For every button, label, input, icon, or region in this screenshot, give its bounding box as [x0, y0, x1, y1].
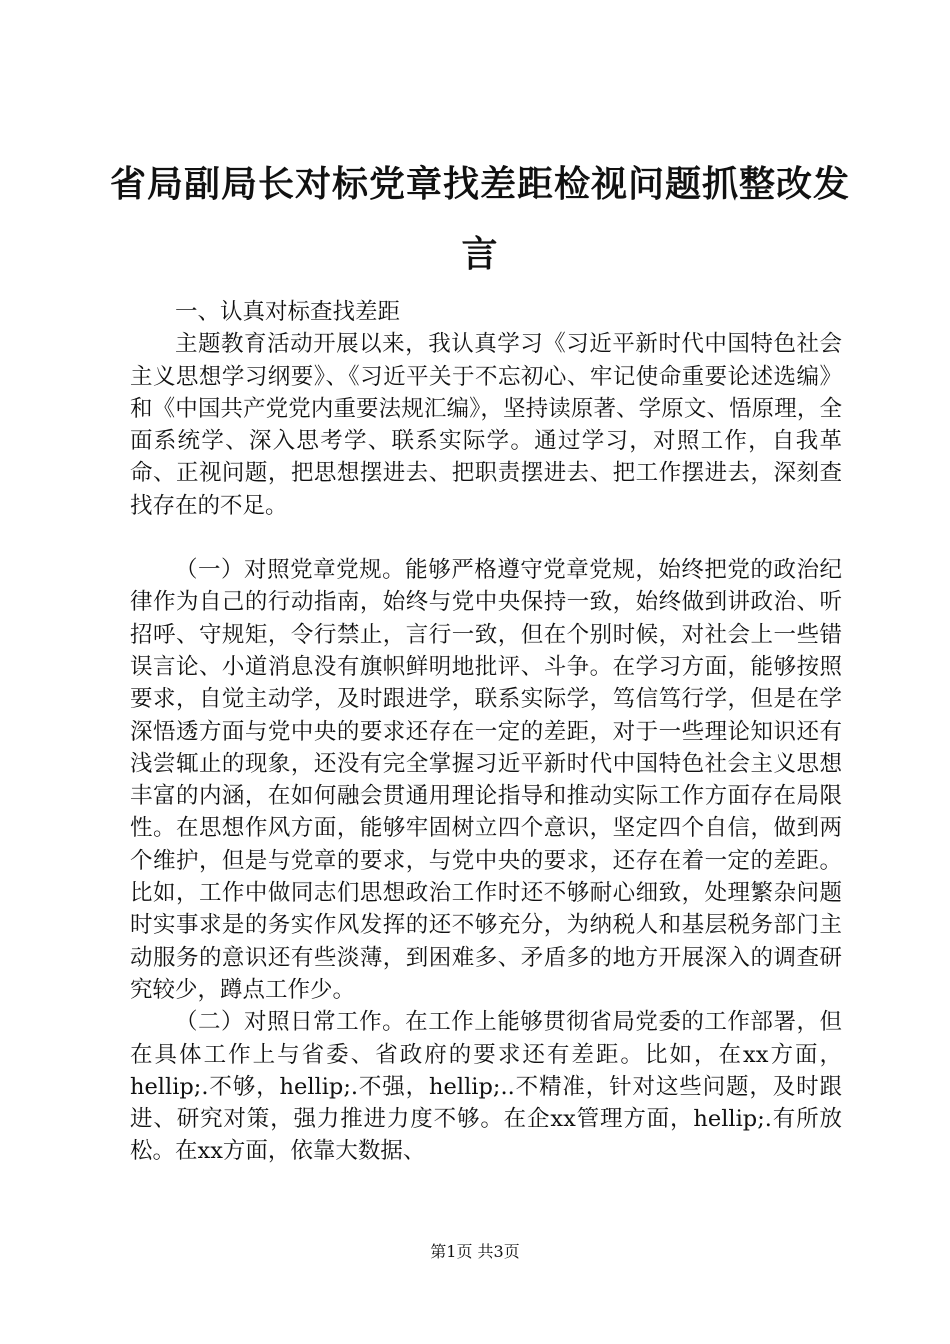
paragraph-daily-work: （二）对照日常工作。在工作上能够贯彻省局党委的工作部署，但在具体工作上与省委、省政府的要求还有差距。比如，在xx方面，hellip;.不够，hellip;.不强，hellip;..不精准，针对这些问题，及时跟进、研究对策，强力推进力度不够。在企xx管理方面，hellip;.有所放松。在xx方面，依靠大数据、: [130, 1009, 842, 1165]
document-body: [130, 296, 842, 1168]
section-heading: 一、认真对标查找差距: [175, 299, 401, 325]
document-title: 省局副局长对标党章找差距检视问题抓整改发言: [110, 164, 851, 275]
paragraph-spacer: [130, 522, 842, 554]
paragraph-party-rules: （一）对照党章党规。能够严格遵守党章党规，始终把党的政治纪律作为自己的行动指南，始终与党中央保持一致，始终做到讲政治、听招呼、守规矩，令行禁止，言行一致，但在个别时候，对社会上一些错误言论、小道消息没有旗帜鲜明地批评、斗争。在学习方面，能够按照要求，自觉主动学，及时跟进学，联系实际学，笃信笃行学，但是在学深悟透方面与党中央的要求还存在一定的差距，对于一些理论知识还有浅尝辄止的现象，还没有完全掌握习近平新时代中国特色社会主义思想丰富的内涵，在如何融会贯通用理论指导和推动实际工作方面存在局限性。在思想作风方面，能够牢固树立四个意识，坚定四个自信，做到两个维护，但是与党章的要求，与党中央的要求，还存在着一定的差距。比如，工作中做同志们思想政治工作时还不够耐心细致，处理繁杂问题时实事求是的务实作风发挥的还不够充分，为纳税人和基层税务部门主动服务的意识还有些淡薄，到困难多、矛盾多的地方开展深入的调查研究较少，蹲点工作少。: [130, 557, 842, 1003]
page-footer: 第1页 共3页: [430, 1242, 520, 1261]
paragraph-intro: 主题教育活动开展以来，我认真学习《习近平新时代中国特色社会主义思想学习纲要》、《习近平关于不忘初心、牢记使命重要论述选编》和《中国共产党党内重要法规汇编》，坚持读原著、学原文、悟原理，全面系统学、深入思考学、联系实际学。通过学习，对照工作，自我革命、正视问题，把思想摆进去、把职责摆进去、把工作摆进去，深刻查找存在的不足。: [130, 331, 842, 519]
